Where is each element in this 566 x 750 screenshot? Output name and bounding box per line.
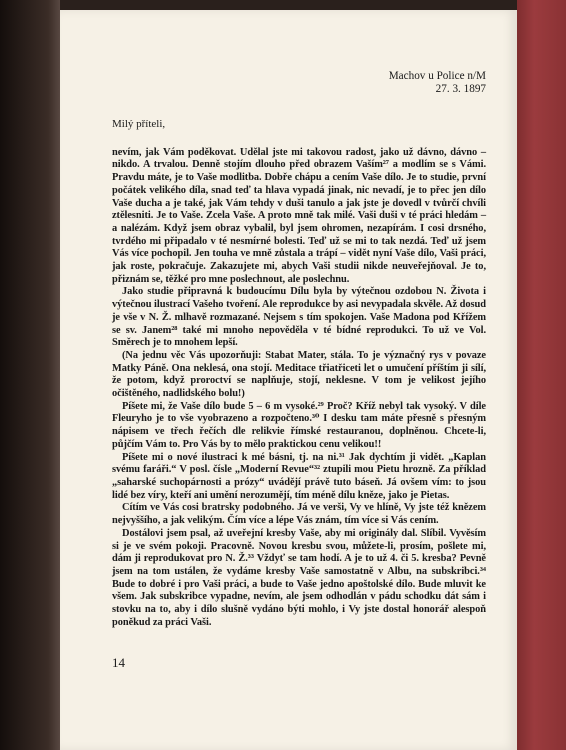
letter-body: [112, 147, 486, 630]
paragraph: Píšete mi, že Vaše dílo bude 5 – 6 m vysoké.²⁹ Proč? Kříž nebyl tak vysoký. V díle Fleuryho je to vše vyobrazeno a rozpočteno.³⁰ I desku tam máte přesně s přesným nápisem ve třech řečích dle relikvie římské restauranou, doplněnou. Chcete-li, půjčím Vám to. Pro Vás by to mělo praktickou cenu velikou!!: [112, 400, 486, 450]
paragraph: (Na jednu věc Vás upozorňuji: Stabat Mater, stála. To je význačný rys v povaze Matky Páně. Ona neklesá, ona stojí. Meditace třiatřiceti let o umučení příštím ji sílí, že potom, když proroctví se naplňuje, stojí, neklesne. V tom je velikost jejího očištěného, nadlidského bolu!): [112, 349, 486, 400]
paragraph: Dostálovi jsem psal, až uveřejní kresby Vaše, aby mi originály dal. Slíbil. Vyvěsím si je ve svém pokoji. Pracovně. Novou kresbu svou, můžete-li, prosím, pošlete mi, dám ji reprodukovat pro N. Ž.³³ Vždyť se tam hodí. A je to už 4. či 5. kresba? Pevně jsem na tom ustálen, že vydáme kresby Vaše samostatně v Albu, na subskribci.³⁴ Bude to dobré i pro Vaši práci, a bude to Vaše jedno apoštolské dílo. Bude mluvit ke všem. Jak subskribce vypadne, nevím, ale jsem odhodlán v pádu schodku dát sám i stovku na to, aby i dílo slušně vydáno býti mohlo, i Vy jste dostal honorář alespoň poněkud za práci Vaši.: [112, 527, 486, 628]
paragraph: Píšete mi o nové ilustraci k mé básni, tj. na ni.³¹ Jak dychtím ji vidět. „Kaplan svému faráři.“ V posl. čísle „Moderní Revue“³² ztupili mou Pietu hrozně. Za příklad „saharské suchopárnosti a prózy“ uvádějí právě tuto báseň. Já ovšem vím: to jsou lidé bez víry, kteří ani umění nerozumějí, tím méně dílu kněze, jako je Pietas.: [112, 451, 486, 501]
letter-content: [112, 70, 486, 629]
paragraph: Cítím ve Vás cosi bratrsky podobného. Já ve verši, Vy ve hlíně, Vy jste též knězem nejvyššího, a jak velikým. Čím více a lépe Vás znám, tím více si Vás cením.: [112, 502, 486, 527]
paragraph: nevím, jak Vám poděkovat. Udělal jste mi takovou radost, jako už dávno, dávno – nikdo. A trvalou. Denně stojím dlouho před obrazem Vaším²⁷ a modlím se s Vámi. Pravdu máte, je to Vaše modlitba. Dobře chápu a cením Vaše dílo. Je to studie, první počátek velikého díla, snad teď ta hlava vypadá jinak, nic nevadí, je to přec jen dílo Vaše ducha a je také, jak Vám tehdy v duši tanulo a jak jste je dovedl v tvůrčí chvíli ztělesniti. Je to Vaše. Zcela Vaše. A proto mně tak milé. Vaši duši v té práci hledám – a nalézám. Když jsem obraz vybalil, byl jsem ohromen, nezapírám. I cosi drsného, tvrdého mi připadalo v té nesmírné bolesti. Teď už se mi to tak nezdá. Teď už jsem Vás více pochopil. Jen touha ve mně zůstala a trápí – vidět nyní Vaše dílo, Vaši práci, jak roste, pokračuje. Zakazujete mi, abych Vaši studii nikde neuveřejňoval. Je to, přiznám se, těžké pro mne poslechnout, ale poslechnu.: [112, 146, 486, 285]
letter-date: 27. 3. 1897: [435, 83, 486, 95]
red-book-cover-edge: [517, 0, 566, 750]
paragraph: Jako studie připravná k budoucímu Dílu byla by výtečnou ozdobou N. Života i výtečnou ilustrací Vašeho tvoření. Ale reprodukce by asi nevypadala skvěle. Až dosud je vše v N. Ž. mlhavě rozmazané. Nejsem s tím spokojen. Vaše Madona pod Křížem se sv. Janem²⁸ také mi mnoho nepověděla v té bídné reprodukci. To už ve Vol. Směrech je to mnohem lepší.: [112, 286, 486, 349]
top-shadow-strip: [60, 0, 517, 10]
left-book-edge: [0, 0, 60, 750]
page-number: 14: [112, 655, 125, 670]
letter-place: Machov u Police n/M: [388, 70, 486, 82]
letter-salutation: Milý příteli,: [112, 118, 166, 130]
